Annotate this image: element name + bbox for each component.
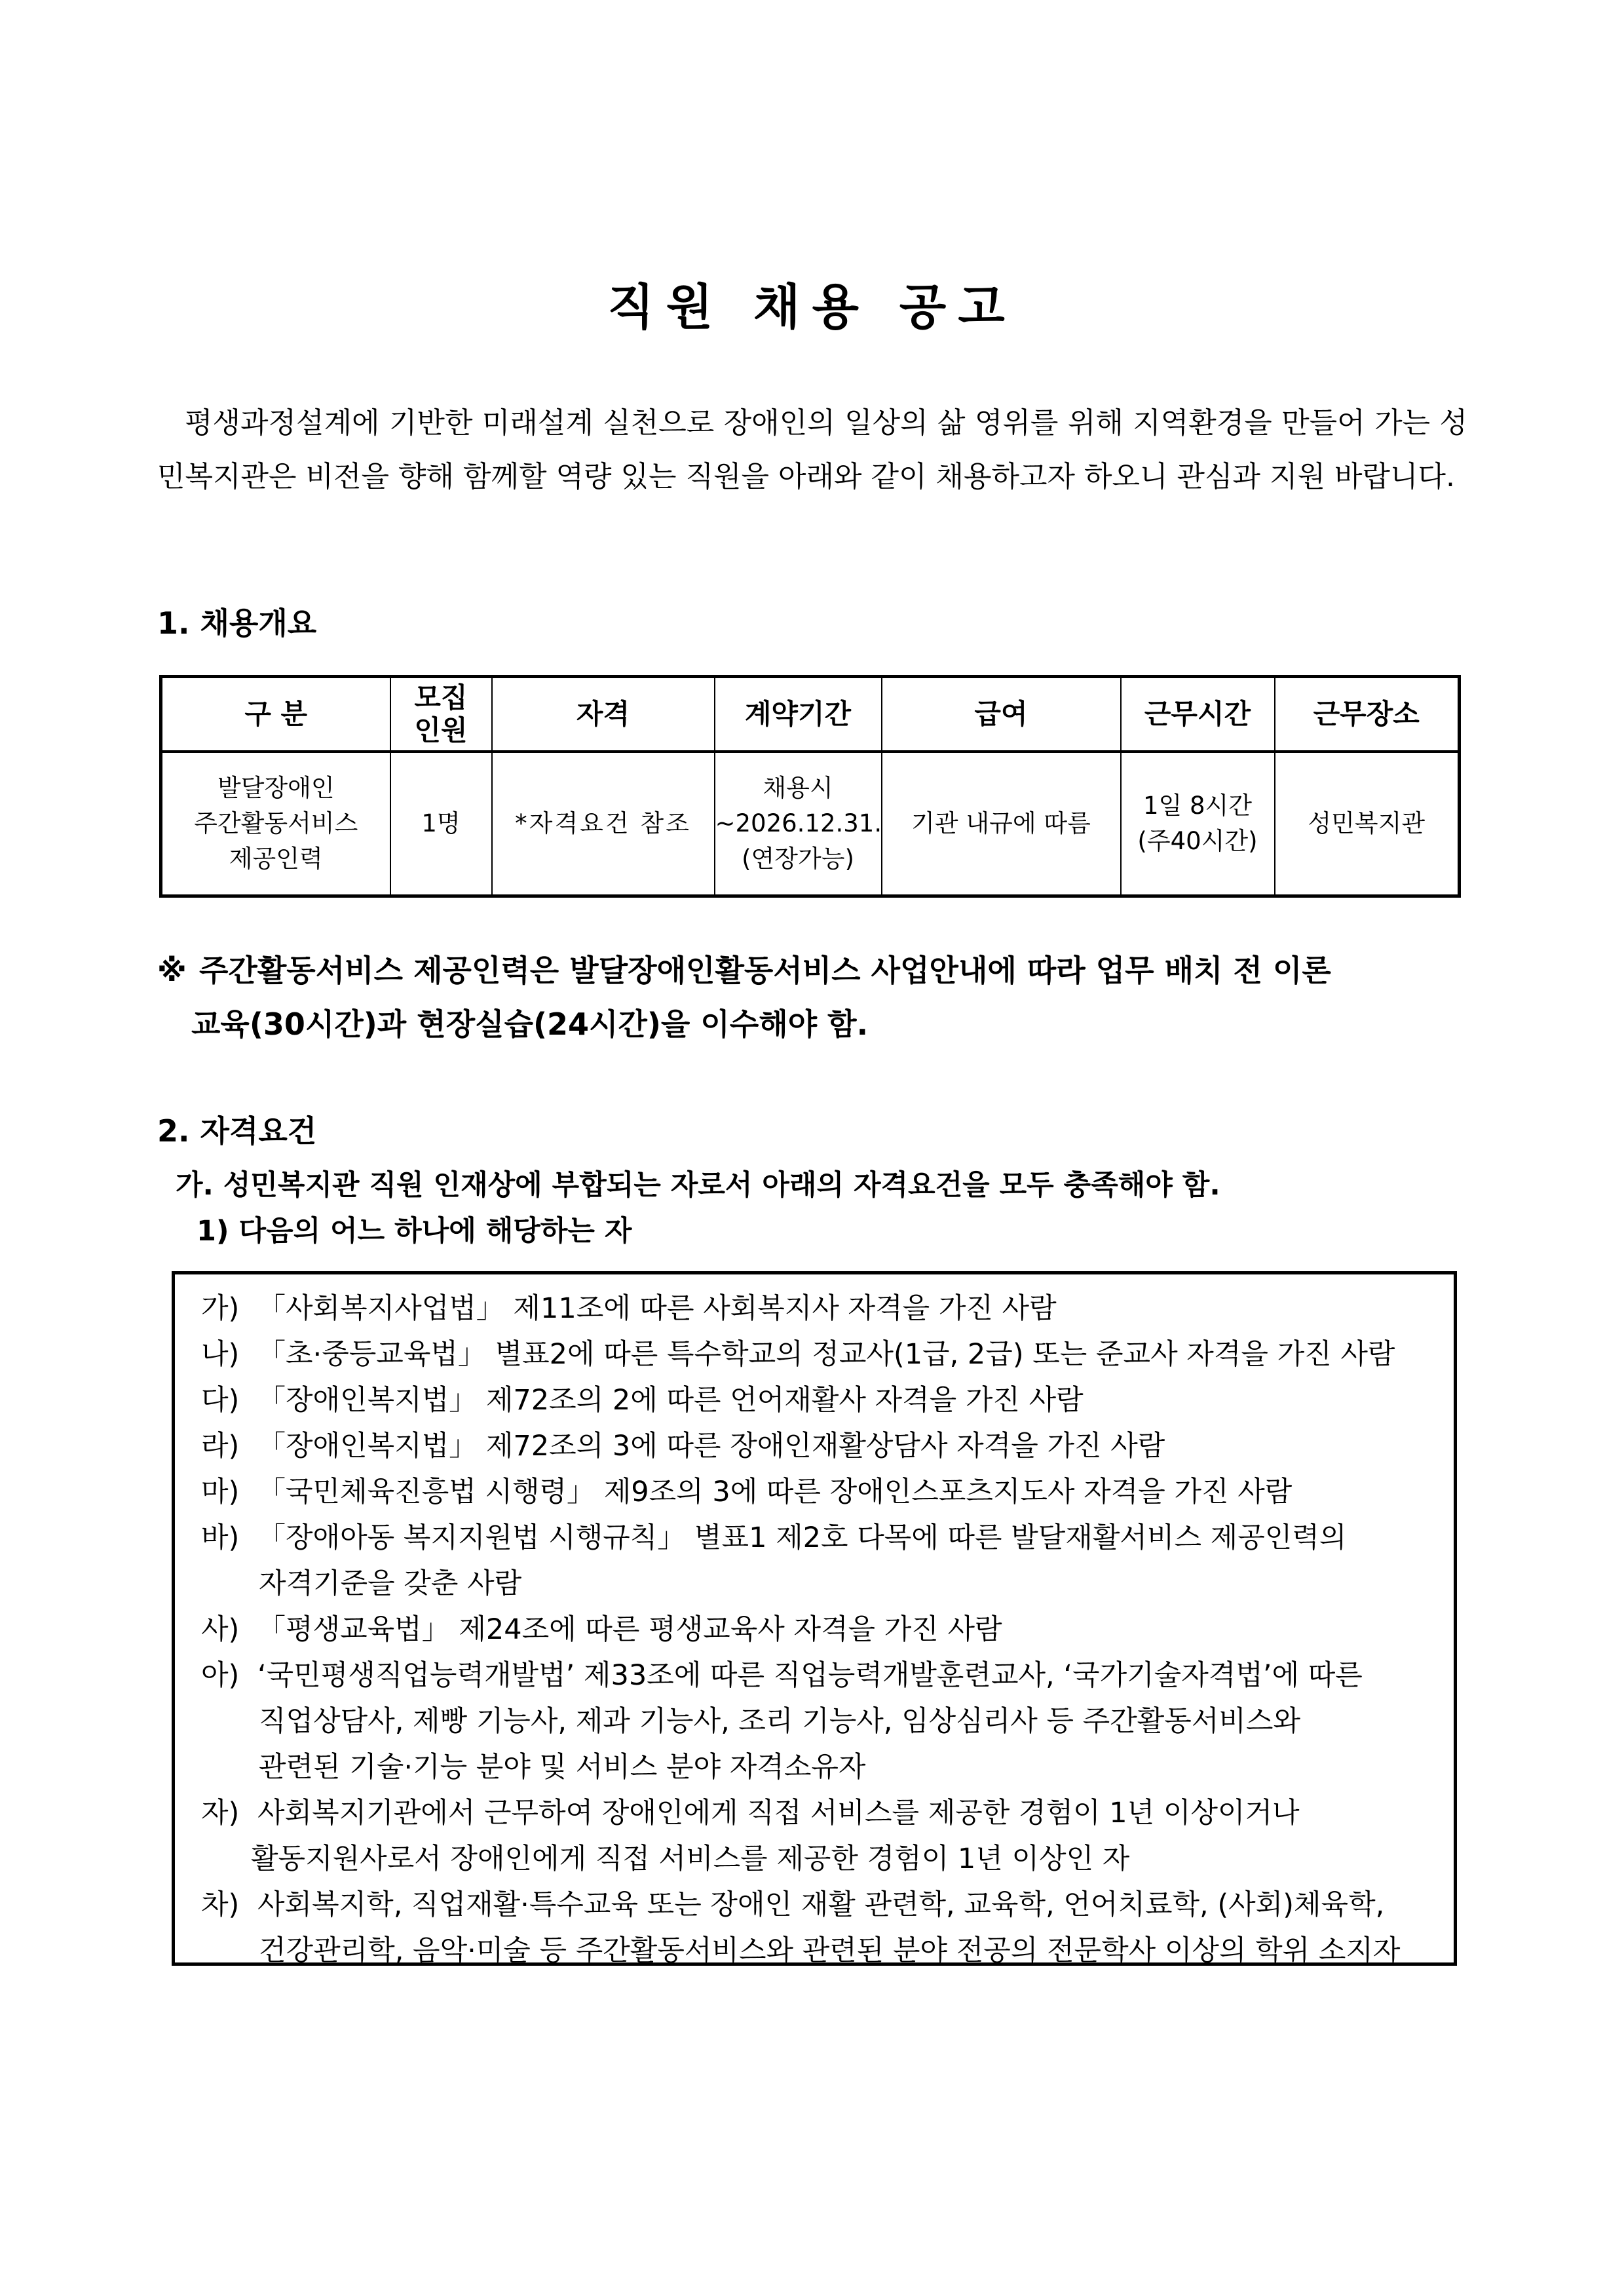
list-item: 가) 「사회복지사업법」 제11조에 따른 사회복지사 자격을 가진 사람 — [201, 1292, 1057, 1325]
list-item-continuation: 건강관리학, 음악·미술 등 주간활동서비스와 관련된 분야 전공의 전문학사 이상의 학위 소지자 — [259, 1934, 1401, 1967]
cell-work-place: 성민복지관 — [1275, 752, 1460, 896]
qualification-list — [172, 1271, 1457, 1966]
list-item: 나) 「초·중등교육법」 별표2에 따른 특수학교의 정교사(1급, 2급) 또는 준교사 자격을 가진 사람 — [201, 1338, 1395, 1371]
cell-qualification: *자격요건 참조 — [492, 752, 715, 896]
training-note — [157, 944, 1467, 1051]
header-contract-period: 계약기간 — [715, 677, 882, 752]
overview-table — [159, 675, 1461, 898]
list-item: 사) 「평생교육법」 제24조에 따른 평생교육사 자격을 가진 사람 — [201, 1613, 1002, 1646]
header-work-place: 근무장소 — [1275, 677, 1460, 752]
cell-salary: 기관 내규에 따름 — [882, 752, 1121, 896]
list-item: 다) 「장애인복지법」 제72조의 2에 따른 언어재활사 자격을 가진 사람 — [201, 1384, 1084, 1417]
table-header-row — [161, 677, 1460, 752]
requirement-subheading: 1) 다음의 어느 하나에 해당하는 자 — [197, 1215, 632, 1248]
list-item-continuation: 자격기준을 갖춘 사람 — [259, 1567, 522, 1600]
list-item: 라) 「장애인복지법」 제72조의 3에 따른 장애인재활상담사 자격을 가진 사람 — [201, 1430, 1165, 1463]
cell-category: 발달장애인 주간활동서비스 제공인력 — [161, 752, 390, 896]
note-line-2: 교육(30시간)과 현장실습(24시간)을 이수해야 함. — [191, 1006, 869, 1042]
list-item-continuation: 활동지원사로서 장애인에게 직접 서비스를 제공한 경험이 1년 이상인 자 — [251, 1843, 1130, 1875]
list-item: 자) 사회복지기관에서 근무하여 장애인에게 직접 서비스를 제공한 경험이 1년 이상이거나 — [201, 1797, 1300, 1829]
list-item: 바) 「장애아동 복지지원법 시행규칙」 별표1 제2호 다목에 따른 발달재활서비스 제공인력의 — [201, 1521, 1347, 1554]
list-item-continuation: 관련된 기술·기능 분야 및 서비스 분야 자격소유자 — [259, 1751, 866, 1784]
cell-work-hours: 1일 8시간 (주40시간) — [1121, 752, 1275, 896]
page-title: 직원 채용 공고 — [607, 279, 1017, 335]
table-row — [161, 752, 1460, 896]
section-1-heading: 1. 채용개요 — [157, 605, 317, 641]
list-item: 아) ‘국민평생직업능력개발법’ 제33조에 따른 직업능력개발훈련교사, ‘국가기술자격법’에 따른 — [201, 1659, 1363, 1692]
list-item-continuation: 직업상담사, 제빵 기능사, 제과 기능사, 조리 기능사, 임상심리사 등 주간활동서비스와 — [259, 1705, 1300, 1738]
header-work-hours: 근무시간 — [1121, 677, 1275, 752]
note-line-1: 주간활동서비스 제공인력은 발달장애인활동서비스 사업안내에 따라 업무 배치 전 이론 — [199, 953, 1331, 988]
cell-headcount: 1명 — [390, 752, 492, 896]
requirement-statement: 가. 성민복지관 직원 인재상에 부합되는 자로서 아래의 자격요건을 모두 충족해야 함. — [176, 1169, 1220, 1202]
header-qualification: 자격 — [492, 677, 715, 752]
header-category: 구 분 — [161, 677, 390, 752]
list-item: 마) 「국민체육진흥법 시행령」 제9조의 3에 따른 장애인스포츠지도사 자격을 가진 사람 — [201, 1476, 1293, 1508]
note-mark: ※ — [157, 953, 187, 988]
header-salary: 급여 — [882, 677, 1121, 752]
section-2-heading: 2. 자격요건 — [157, 1113, 317, 1149]
cell-contract-period: 채용시 ~2026.12.31. (연장가능) — [715, 752, 882, 896]
header-headcount: 모집 인원 — [390, 677, 492, 752]
intro-paragraph: 평생과정설계에 기반한 미래설계 실천으로 장애인의 일상의 삶 영위를 위해 지역환경을 만들어 가는 성민복지관은 비전을 향해 함께할 역량 있는 직원을 아래와 같이 채용하고자 하오니 관심과 지원 바랍니다. — [157, 406, 1467, 493]
list-item: 차) 사회복지학, 직업재활·특수교육 또는 장애인 재활 관련학, 교육학, 언어치료학, (사회)체육학, — [201, 1888, 1385, 1921]
